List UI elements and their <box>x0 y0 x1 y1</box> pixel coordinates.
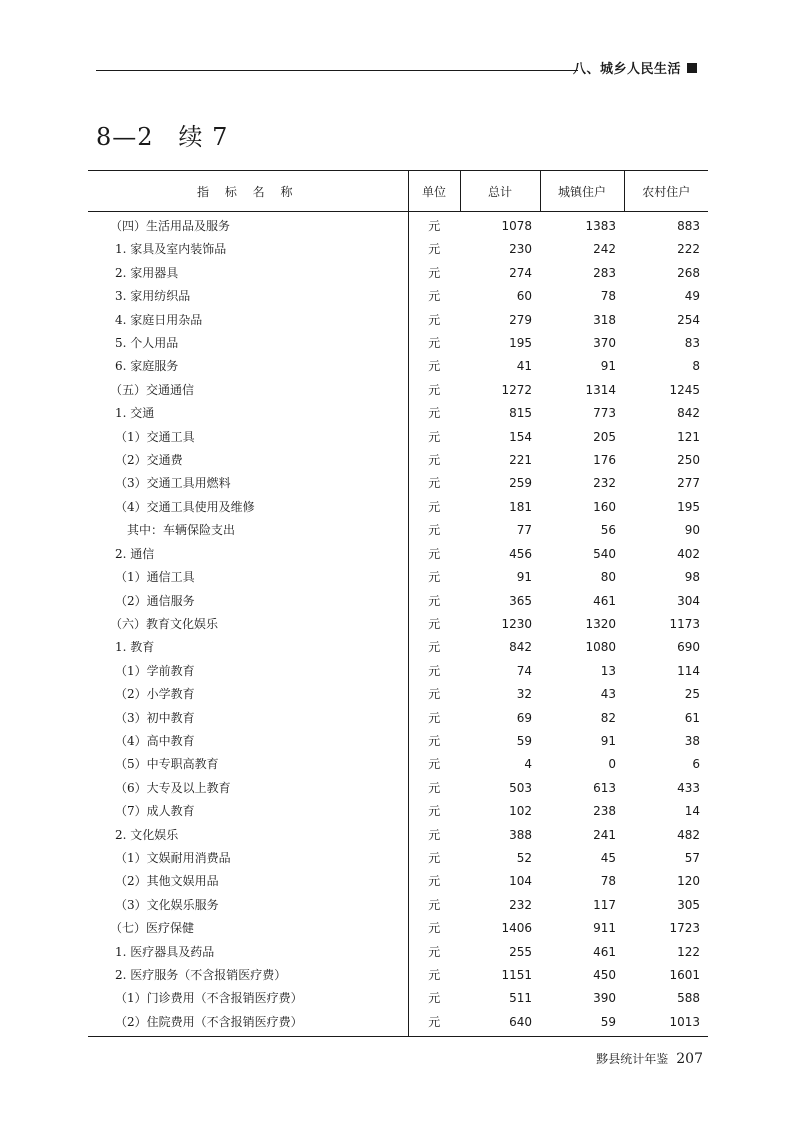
row-name: （2）小学教育 <box>115 687 195 702</box>
row-total: 91 <box>516 570 532 585</box>
row-unit: 元 <box>408 543 460 566</box>
row-name: （2）交通费 <box>115 453 183 468</box>
row-unit: 元 <box>408 496 460 519</box>
row-name: 其中：车辆保险支出 <box>115 523 236 538</box>
table-title: 8—2 续 7 <box>96 123 229 151</box>
table-row <box>88 379 708 402</box>
row-unit: 元 <box>408 917 460 940</box>
row-urban: 613 <box>593 780 616 795</box>
row-unit: 元 <box>408 449 460 472</box>
table-row <box>88 332 708 355</box>
table-row <box>88 847 708 870</box>
row-urban: 0 <box>608 757 616 772</box>
row-unit: 元 <box>408 212 460 239</box>
row-rural: 1013 <box>624 1011 708 1037</box>
row-total: 181 <box>509 499 532 514</box>
row-total: 232 <box>509 897 532 912</box>
row-rural: 122 <box>677 944 700 959</box>
table-row <box>88 402 708 425</box>
row-urban: 91 <box>600 733 616 748</box>
row-name: （4）高中教育 <box>115 733 195 748</box>
row-total: 69 <box>516 710 532 725</box>
row-name: （1）交通工具 <box>115 429 195 444</box>
table-header-row <box>88 171 708 212</box>
row-rural: 98 <box>684 570 700 585</box>
table-row <box>88 660 708 683</box>
row-unit: 元 <box>408 355 460 378</box>
row-total: 1272 <box>501 382 532 397</box>
row-rural: 402 <box>677 546 700 561</box>
row-name: （1）通信工具 <box>115 570 195 585</box>
row-rural: 842 <box>677 406 700 421</box>
row-rural: 25 <box>684 687 700 702</box>
row-rural: 114 <box>677 663 700 678</box>
row-rural: 305 <box>677 897 700 912</box>
table-row <box>88 636 708 659</box>
row-rural: 195 <box>677 499 700 514</box>
row-unit: 元 <box>408 707 460 730</box>
row-urban: 43 <box>600 687 616 702</box>
table-row <box>88 238 708 261</box>
row-name: （2）住院费用（不含报销医疗费） <box>88 1011 408 1037</box>
row-rural: 268 <box>677 265 700 280</box>
row-total: 104 <box>509 874 532 889</box>
row-rural: 222 <box>677 242 700 257</box>
row-urban: 461 <box>593 593 616 608</box>
row-name: （3）初中教育 <box>115 710 195 725</box>
row-total: 1078 <box>501 219 532 233</box>
row-name: （7）成人教育 <box>115 804 195 819</box>
row-unit: 元 <box>408 566 460 589</box>
row-rural: 57 <box>684 850 700 865</box>
row-urban: 461 <box>593 944 616 959</box>
header-rule <box>96 70 578 71</box>
row-unit: 元 <box>408 402 460 425</box>
row-urban: 242 <box>593 242 616 257</box>
row-urban: 370 <box>593 336 616 351</box>
row-total: 503 <box>509 780 532 795</box>
table-row <box>88 870 708 893</box>
table-row <box>88 613 708 636</box>
row-rural: 6 <box>692 757 700 772</box>
row-total: 74 <box>516 663 532 678</box>
row-total: 221 <box>509 453 532 468</box>
row-name: 4. 家庭日用杂品 <box>115 312 203 327</box>
table-row <box>88 917 708 940</box>
row-name: （五）交通通信 <box>110 382 195 397</box>
row-rural: 304 <box>677 593 700 608</box>
row-name: （七）医疗保健 <box>110 921 195 936</box>
table-row <box>88 472 708 495</box>
table-row <box>88 777 708 800</box>
row-unit: 元 <box>408 613 460 636</box>
row-rural: 588 <box>677 991 700 1006</box>
row-urban: 59 <box>540 1011 624 1037</box>
row-total: 230 <box>509 242 532 257</box>
square-marker-icon <box>687 63 697 73</box>
row-total: 640 <box>460 1011 540 1037</box>
row-total: 511 <box>509 991 532 1006</box>
row-urban: 91 <box>600 359 616 374</box>
row-total: 4 <box>524 757 532 772</box>
row-name: （3）交通工具用燃料 <box>115 476 231 491</box>
table-row <box>88 543 708 566</box>
row-name: （四）生活用品及服务 <box>110 219 231 233</box>
row-urban: 283 <box>593 265 616 280</box>
row-rural: 1723 <box>669 921 700 936</box>
row-urban: 238 <box>593 804 616 819</box>
row-unit: 元 <box>408 660 460 683</box>
row-rural: 1601 <box>669 968 700 982</box>
row-total: 456 <box>509 546 532 561</box>
row-name: 2. 文化娱乐 <box>115 827 179 842</box>
row-urban: 1080 <box>585 640 616 655</box>
row-rural: 433 <box>677 780 700 795</box>
row-unit: 元 <box>408 472 460 495</box>
row-name: （2）其他文娱用品 <box>115 874 219 889</box>
row-total: 195 <box>509 336 532 351</box>
table-row <box>88 941 708 964</box>
row-name: （2）通信服务 <box>115 593 195 608</box>
row-name: 1. 医疗器具及药品 <box>115 944 215 959</box>
row-unit: 元 <box>408 730 460 753</box>
statistics-table <box>88 170 708 1037</box>
row-total: 1151 <box>501 968 532 982</box>
row-total: 259 <box>509 476 532 491</box>
row-urban: 13 <box>600 663 616 678</box>
row-rural: 1173 <box>669 616 700 631</box>
row-name: 3. 家用纺织品 <box>115 289 191 304</box>
row-unit: 元 <box>408 777 460 800</box>
row-name: （1）文娱耐用消费品 <box>115 850 231 865</box>
row-total: 842 <box>509 640 532 655</box>
row-rural: 250 <box>677 453 700 468</box>
row-total: 255 <box>509 944 532 959</box>
row-unit: 元 <box>408 987 460 1010</box>
row-unit: 元 <box>408 683 460 706</box>
row-name: 5. 个人用品 <box>115 336 179 351</box>
table-row <box>88 285 708 308</box>
row-rural: 277 <box>677 476 700 491</box>
row-urban: 1314 <box>585 382 616 397</box>
yearbook-name: 黟县统计年鉴 <box>596 1052 669 1066</box>
row-rural: 14 <box>684 804 700 819</box>
row-name: （六）教育文化娱乐 <box>110 616 219 631</box>
column-header-urban: 城镇住户 <box>540 171 624 212</box>
row-total: 279 <box>509 312 532 327</box>
row-name: 1. 交通 <box>115 406 155 421</box>
row-urban: 117 <box>593 897 616 912</box>
row-name: 2. 家用器具 <box>115 265 179 280</box>
table-row <box>88 730 708 753</box>
row-unit: 元 <box>408 590 460 613</box>
row-urban: 540 <box>593 546 616 561</box>
row-urban: 450 <box>593 968 616 982</box>
row-urban: 160 <box>593 499 616 514</box>
row-name: 1. 家具及室内装饰品 <box>115 242 227 257</box>
row-unit: 元 <box>408 753 460 776</box>
row-total: 41 <box>516 359 532 374</box>
table-row <box>88 449 708 472</box>
row-urban: 78 <box>600 874 616 889</box>
row-unit: 元 <box>408 847 460 870</box>
row-total: 1406 <box>501 921 532 936</box>
column-header-rural: 农村住户 <box>624 171 708 212</box>
table-row <box>88 309 708 332</box>
row-unit: 元 <box>408 262 460 285</box>
row-unit: 元 <box>408 238 460 261</box>
table-row <box>88 496 708 519</box>
row-total: 154 <box>509 429 532 444</box>
table-row <box>88 1011 708 1037</box>
row-unit: 元 <box>408 636 460 659</box>
page-number: 207 <box>676 1051 703 1067</box>
row-unit: 元 <box>408 285 460 308</box>
row-total: 1230 <box>501 616 532 631</box>
column-header-unit: 单位 <box>408 171 460 212</box>
row-urban: 911 <box>593 921 616 936</box>
running-header <box>573 58 697 77</box>
row-total: 32 <box>516 687 532 702</box>
row-urban: 205 <box>593 429 616 444</box>
row-unit: 元 <box>408 964 460 987</box>
row-rural: 83 <box>684 336 700 351</box>
table-row <box>88 894 708 917</box>
table-row <box>88 590 708 613</box>
row-rural: 254 <box>677 312 700 327</box>
row-rural: 61 <box>684 710 700 725</box>
row-urban: 45 <box>600 850 616 865</box>
row-unit: 元 <box>408 379 460 402</box>
table-row <box>88 566 708 589</box>
row-urban: 1383 <box>585 219 616 233</box>
column-header-indicator: 指 标 名 称 <box>88 171 408 212</box>
row-unit: 元 <box>408 332 460 355</box>
page-footer <box>596 1050 703 1067</box>
row-name: （1）学前教育 <box>115 663 195 678</box>
row-unit: 元 <box>408 894 460 917</box>
row-urban: 82 <box>600 710 616 725</box>
row-urban: 318 <box>593 312 616 327</box>
row-rural: 482 <box>677 827 700 842</box>
row-total: 815 <box>509 406 532 421</box>
row-unit: 元 <box>408 800 460 823</box>
row-unit: 元 <box>408 870 460 893</box>
row-total: 365 <box>509 593 532 608</box>
row-rural: 121 <box>677 429 700 444</box>
row-name: 2. 通信 <box>115 546 155 561</box>
row-rural: 90 <box>684 523 700 538</box>
row-unit: 元 <box>408 824 460 847</box>
row-urban: 80 <box>600 570 616 585</box>
row-rural: 1245 <box>669 382 700 397</box>
row-name: （4）交通工具使用及维修 <box>115 499 255 514</box>
row-urban: 176 <box>593 453 616 468</box>
row-urban: 232 <box>593 476 616 491</box>
row-name: 2. 医疗服务（不含报销医疗费） <box>115 968 287 982</box>
table-row <box>88 212 708 239</box>
row-unit: 元 <box>408 426 460 449</box>
row-total: 59 <box>516 733 532 748</box>
table-row <box>88 987 708 1010</box>
row-urban: 1320 <box>585 616 616 631</box>
table-row <box>88 519 708 542</box>
row-rural: 38 <box>684 733 700 748</box>
table-body <box>88 212 708 1037</box>
table-row <box>88 355 708 378</box>
row-name: （6）大专及以上教育 <box>115 780 231 795</box>
row-unit: 元 <box>408 309 460 332</box>
row-name: 1. 教育 <box>115 640 155 655</box>
table-row <box>88 964 708 987</box>
row-total: 52 <box>516 850 532 865</box>
row-unit: 元 <box>408 519 460 542</box>
table-row <box>88 800 708 823</box>
row-rural: 883 <box>677 219 700 233</box>
row-rural: 8 <box>692 359 700 374</box>
table-row <box>88 683 708 706</box>
row-rural: 49 <box>684 289 700 304</box>
row-total: 77 <box>516 523 532 538</box>
row-total: 102 <box>509 804 532 819</box>
row-total: 60 <box>516 289 532 304</box>
table-row <box>88 753 708 776</box>
row-unit: 元 <box>408 941 460 964</box>
row-urban: 56 <box>600 523 616 538</box>
row-name: （3）文化娱乐服务 <box>115 897 219 912</box>
column-header-total: 总计 <box>460 171 540 212</box>
row-urban: 241 <box>593 827 616 842</box>
section-title: 八、城乡人民生活 <box>572 62 681 77</box>
row-name: （1）门诊费用（不含报销医疗费） <box>115 991 303 1006</box>
table-row <box>88 426 708 449</box>
row-urban: 773 <box>593 406 616 421</box>
row-rural: 690 <box>677 640 700 655</box>
row-urban: 78 <box>600 289 616 304</box>
row-total: 388 <box>509 827 532 842</box>
table-row <box>88 824 708 847</box>
row-unit: 元 <box>408 1011 460 1037</box>
statistics-table-container <box>88 170 708 1037</box>
table-row <box>88 262 708 285</box>
row-rural: 120 <box>677 874 700 889</box>
row-total: 274 <box>509 265 532 280</box>
row-name: 6. 家庭服务 <box>115 359 179 374</box>
table-row <box>88 707 708 730</box>
row-urban: 390 <box>593 991 616 1006</box>
row-name: （5）中专职高教育 <box>115 757 219 772</box>
